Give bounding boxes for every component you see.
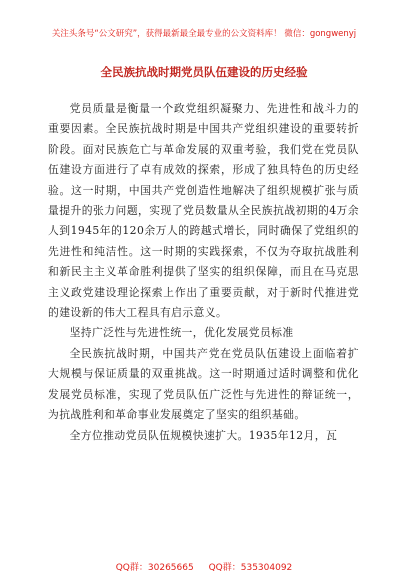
paragraph-continued: 全方位推动党员队伍规模快速扩大。1935年12月，瓦	[69, 428, 338, 442]
paragraph-intro: 党员质量是衡量一个政党组织凝聚力、先进性和战斗力的重要因素。全民族抗战时期是中国共产党组织建设的重要转折阶段。面对民族危亡与革命发展的双重考验，我们党在党员队伍建设方面进行了卓有成效的探索，形成了独具特色的历史经验。这一时期，中国共产党创造性地解决了组织规模扩张与质量提升的张力问题，实现了党员数量从全民族抗战初期的4万余人到1945年的120余万人的跨越式增长，同时确保了党组织的先进性和纯洁性。这一时期的实践探索，不仅为夺取抗战胜利和新民主主义革命胜利提供了坚实的组织保障，而且在马克思主义政党建设理论探索上作出了重要贡献，对于新时代推进党的建设新的伟大工程具有启示意义。	[48, 102, 359, 320]
section-heading: 坚持广泛性与先进性统一，优化发展党员标准	[69, 326, 294, 340]
header-promo-note: 关注头条号“公文研究”，获得最新最全最专业的公文资料库！ 微信：gongwenyj	[51, 29, 357, 39]
qq-group-1: QQ群：30265665	[115, 563, 194, 573]
footer-qq-groups	[0, 560, 408, 573]
qq-group-2: QQ群：535304092	[208, 563, 293, 573]
document-body	[48, 99, 359, 446]
document-title: 全民族抗战时期党员队伍建设的历史经验	[100, 65, 308, 79]
paragraph-section: 全民族抗战时期，中国共产党在党员队伍建设上面临着扩大规模与保证质量的双重挑战。这一时期通过适时调整和优化发展党员标准，实现了党员队伍广泛性与先进性的辩证统一，为抗战胜利和革命事业发展奠定了坚实的组织基础。	[48, 346, 359, 422]
